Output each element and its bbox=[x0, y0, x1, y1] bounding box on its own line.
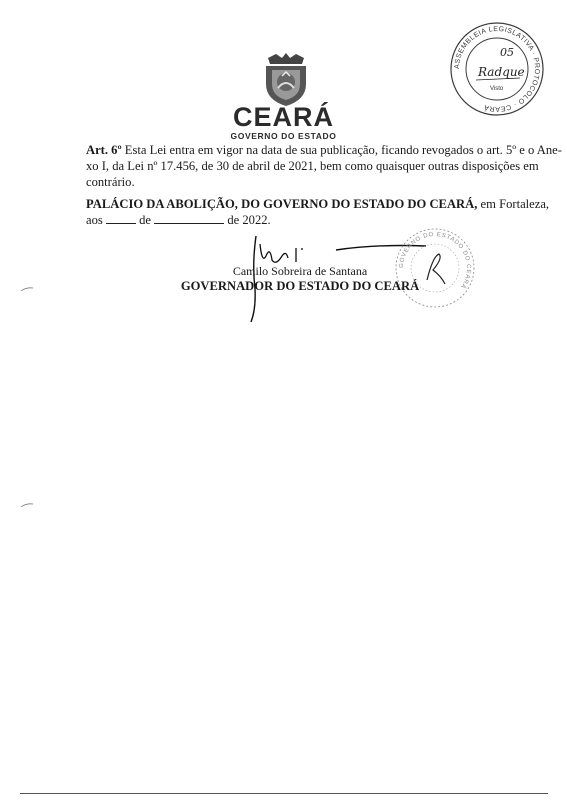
article-line-1: Art. 6º Esta Lei entra em vigor na data de sua publicação, ficando revogados o art. 5º e o Ane- bbox=[86, 143, 562, 157]
protocol-stamp-icon bbox=[448, 20, 546, 118]
margin-mark bbox=[20, 286, 34, 292]
brand-wordmark: CEARÁ bbox=[232, 102, 334, 132]
closing-line-1: PALÁCIO DA ABOLIÇÃO, DO GOVERNO DO ESTADO DO CEARÁ, em Fortaleza, bbox=[86, 197, 550, 211]
article-line-2: xo I, da Lei nº 17.456, de 30 de abril de 2021, bem como quaisquer outras disposições em bbox=[86, 159, 539, 173]
month-blank bbox=[154, 212, 224, 224]
coat-of-arms-icon bbox=[258, 50, 314, 108]
signatory-block bbox=[150, 264, 450, 294]
closing-line-2: aos de de 2022. bbox=[86, 213, 271, 227]
stamp-initials: Radque bbox=[478, 65, 525, 79]
closing-bold: PALÁCIO DA ABOLIÇÃO, DO GOVERNO DO ESTADO DO CEARÁ, bbox=[86, 197, 478, 211]
article-line-3: contrário. bbox=[86, 175, 135, 189]
article-label: Art. 6º bbox=[86, 143, 122, 157]
closing-paragraph bbox=[86, 196, 550, 228]
stamp-label: Visto bbox=[490, 86, 504, 92]
signer-title: GOVERNADOR DO ESTADO DO CEARÁ bbox=[180, 279, 420, 293]
stamp-ring-text: ASSEMBLEIA LEGISLATIVA · PROTOCOLO · CEARÁ bbox=[453, 25, 541, 113]
signer-name: Camilo Sobreira de Santana bbox=[232, 264, 368, 278]
margin-mark bbox=[20, 502, 34, 508]
brand-subtitle: GOVERNO DO ESTADO bbox=[230, 131, 337, 141]
page-bottom-rule bbox=[20, 793, 548, 794]
day-blank bbox=[106, 212, 136, 224]
seal-ring-text: GOVERNO DO ESTADO DO CEARÁ bbox=[398, 231, 472, 290]
article-paragraph bbox=[86, 142, 562, 190]
stamp-date: 05 bbox=[500, 46, 514, 59]
